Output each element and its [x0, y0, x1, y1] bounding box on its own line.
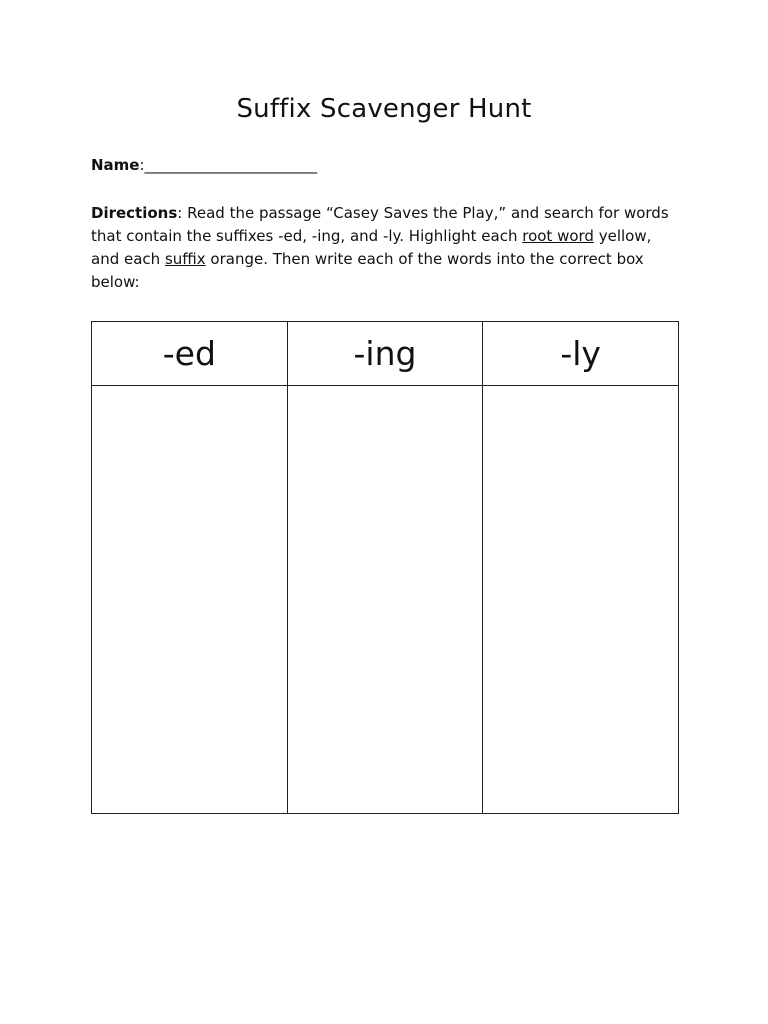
directions-colon: : — [177, 204, 183, 222]
answer-box-ed[interactable] — [92, 386, 288, 814]
directions-text-1: Read the passage “Casey Saves the Play,” and search for words that contain the suffixes -ed, -ing, and -ly. Highlight each — [91, 204, 669, 245]
directions-text-2: yellow, and each — [91, 227, 652, 268]
name-label: Name — [91, 156, 140, 174]
worksheet-title: Suffix Scavenger Hunt — [236, 94, 532, 124]
column-header-ing: -ing — [287, 322, 483, 386]
answer-box-ing[interactable] — [287, 386, 483, 814]
suffix-table — [91, 321, 679, 814]
table-header-row — [92, 322, 679, 386]
directions-text-3: orange. Then write each of the words into the correct box below: — [91, 250, 644, 291]
name-blank[interactable]: _______________________ — [144, 156, 318, 174]
column-header-ed: -ed — [92, 322, 288, 386]
root-word-underlined: root word — [522, 227, 594, 245]
answer-box-ly[interactable] — [483, 386, 679, 814]
name-line — [91, 156, 317, 174]
column-header-ly: -ly — [483, 322, 679, 386]
suffix-underlined: suffix — [164, 250, 206, 268]
directions-label: Directions — [91, 204, 178, 222]
directions-paragraph — [91, 202, 681, 294]
table-answer-row — [92, 386, 679, 814]
name-colon: : — [139, 156, 145, 174]
